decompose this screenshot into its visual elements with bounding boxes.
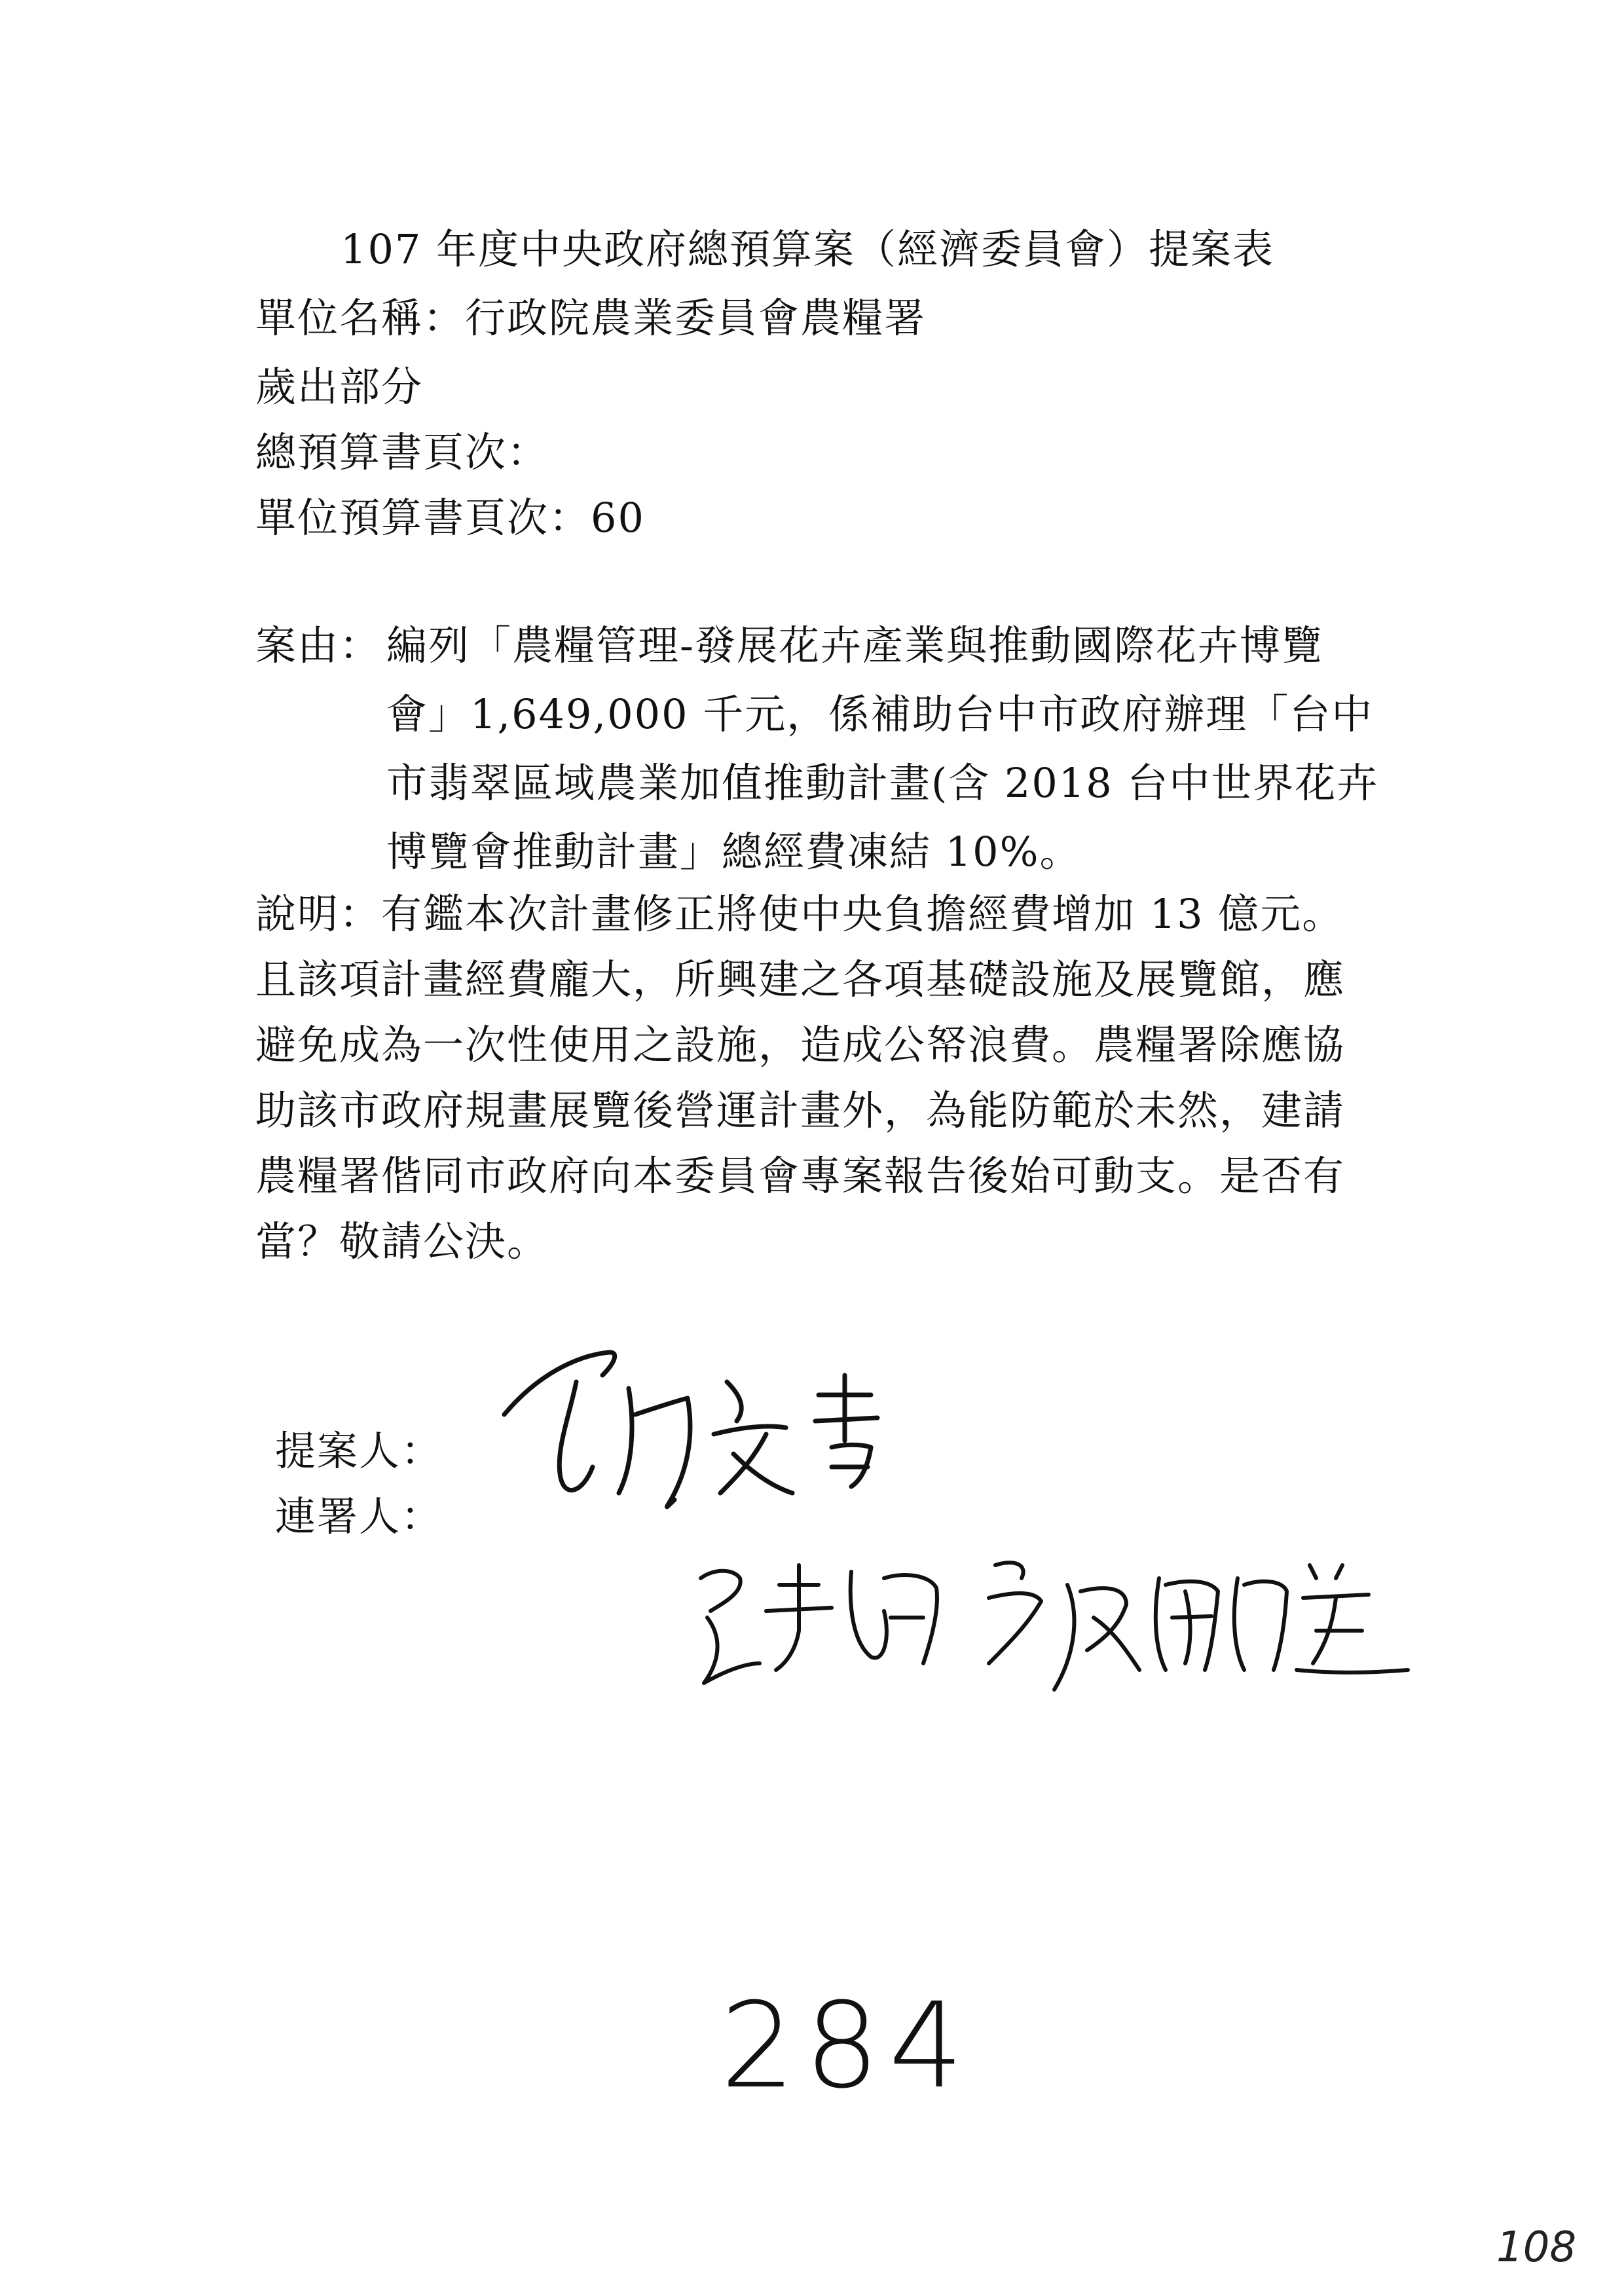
total-budget-page: 總預算書頁次：	[255, 428, 549, 476]
proposer-label: 提案人：	[275, 1427, 443, 1475]
page-number: 284	[720, 1978, 973, 2115]
cosigner-label: 連署人：	[275, 1492, 443, 1540]
case-line: 市翡翠區域農業加值推動計畫(含 2018 台中世界花卉	[386, 759, 1379, 807]
case-line: 會」1,649,000 千元，係補助台中市政府辦理「台中	[386, 690, 1374, 738]
case-line: 博覽會推動計畫」總經費凍結 10%。	[386, 828, 1082, 876]
explanation-line: 助該市政府規畫展覽後營運計畫外，為能防範於未然，建請	[255, 1086, 1346, 1134]
unit-name: 單位名稱：行政院農業委員會農糧署	[255, 294, 927, 342]
explanation-line: 且該項計畫經費龐大，所興建之各項基礎設施及展覽館，應	[255, 955, 1346, 1003]
case-line: 編列「農糧管理-發展花卉產業與推動國際花卉博覽	[386, 621, 1323, 669]
explanation-line: 當？敬請公決。	[255, 1217, 549, 1265]
explanation-line: 避免成為一次性使用之設施，造成公帑浪費。農糧署除應協	[255, 1021, 1346, 1069]
proposer-signature	[478, 1336, 936, 1532]
explanation-line: 農糧署偕同市政府向本委員會專案報告後始可動支。是否有	[255, 1152, 1346, 1200]
unit-budget-page: 單位預算書頁次：60	[255, 494, 645, 542]
section-label: 歲出部分	[255, 363, 424, 411]
document-title: 107 年度中央政府總預算案（經濟委員會）提案表	[341, 225, 1275, 273]
case-label: 案由：	[255, 621, 382, 669]
cosigner-signature	[688, 1539, 1441, 1709]
corner-page-number: 108	[1496, 2223, 1577, 2272]
explanation-line: 說明：有鑑本次計畫修正將使中央負擔經費增加 13 億元。	[255, 890, 1344, 938]
